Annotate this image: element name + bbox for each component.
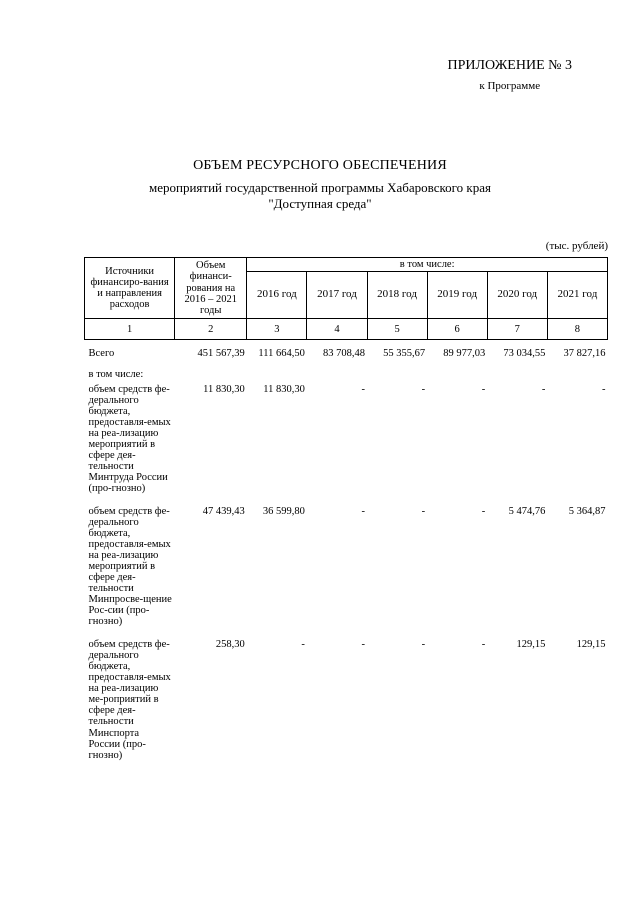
column-number: 4	[307, 319, 367, 340]
appendix-header	[448, 58, 573, 92]
header-year: 2017 год	[307, 272, 367, 319]
header-year: 2016 год	[247, 272, 307, 319]
table-row-total	[85, 340, 608, 368]
table-cell: 89 977,03	[443, 348, 486, 360]
header-including: в том числе:	[247, 258, 608, 272]
table-cell: 83 708,48	[323, 348, 366, 360]
column-number: 5	[367, 319, 427, 340]
appendix-title: ПРИЛОЖЕНИЕ № 3	[447, 58, 572, 73]
table-cell: -	[301, 639, 305, 651]
table-cell: -	[421, 384, 426, 396]
table-cell: -	[361, 384, 366, 396]
table-cell: 11 830,30	[263, 384, 305, 396]
table-cell: 451 567,39	[197, 348, 245, 360]
header-year: 2019 год	[427, 272, 487, 319]
table-cell: -	[481, 506, 486, 518]
table-cell: -	[541, 384, 546, 396]
header-total: Объем финанси-рования на 2016 – 2021 годы	[175, 258, 247, 319]
table-cell: -	[421, 639, 426, 651]
table-cell: -	[481, 639, 486, 651]
column-number: 8	[547, 319, 607, 340]
appendix-subtitle: к Программе	[479, 80, 541, 92]
table-cell: 111 664,50	[258, 348, 305, 360]
header-year: 2018 год	[367, 272, 427, 319]
table-cell: -	[421, 506, 426, 518]
table-cell: 47 439,43	[202, 506, 245, 518]
table-row-including	[85, 367, 608, 384]
table-cell: 73 034,55	[503, 348, 546, 360]
table-row	[85, 384, 608, 506]
table-cell: -	[481, 384, 486, 396]
row-label: Всего	[88, 348, 115, 360]
table-cell: 11 830,30	[203, 384, 245, 396]
table-cell: 258,30	[215, 639, 245, 651]
header-year: 2020 год	[487, 272, 547, 319]
row-label: в том числе:	[88, 369, 144, 381]
table-cell: 129,15	[516, 639, 546, 651]
row-label: объем средств фе-дерального бюджета, предоставля-емых на реа-лизацию ме-роприятий в сфере дея-тельности Минспорта России (про-гнозно)	[88, 639, 171, 761]
table-cell: -	[602, 384, 606, 396]
title-line-2: мероприятий государственной программы Хабаровского края	[149, 180, 491, 195]
table-cell: -	[361, 506, 366, 518]
table-cell: 5 474,76	[508, 506, 546, 518]
table-cell: 37 827,16	[563, 348, 606, 360]
column-number: 3	[247, 319, 307, 340]
table-row	[85, 639, 608, 772]
column-number: 2	[175, 319, 247, 340]
units-note: (тыс. рублей)	[545, 240, 608, 252]
table-cell: 5 364,87	[568, 506, 606, 518]
document-title	[0, 158, 640, 212]
table-cell: -	[361, 639, 366, 651]
column-number: 7	[487, 319, 547, 340]
header-source: Источники финансиро-вания и направления расходов	[85, 258, 175, 319]
table-row	[85, 506, 608, 639]
table-cell: 129,15	[576, 639, 606, 651]
title-line-1: ОБЪЕМ РЕСУРСНОГО ОБЕСПЕЧЕНИЯ	[193, 158, 447, 173]
table-cell: 55 355,67	[383, 348, 426, 360]
row-label: объем средств фе-дерального бюджета, предоставля-емых на реа-лизацию мероприятий в сфере дея-тельности Минтруда России (про-гнозно)	[88, 384, 171, 495]
column-number: 1	[85, 319, 175, 340]
resource-table	[84, 257, 608, 773]
row-label: объем средств фе-дерального бюджета, предоставля-емых на реа-лизацию мероприятий в сфере дея-тельности Минпросве-щение Рос-сии (про-гнозно)	[88, 506, 172, 628]
header-year: 2021 год	[547, 272, 607, 319]
table-cell: 36 599,80	[262, 506, 305, 518]
column-number: 6	[427, 319, 487, 340]
title-line-3: "Доступная среда"	[268, 196, 372, 211]
